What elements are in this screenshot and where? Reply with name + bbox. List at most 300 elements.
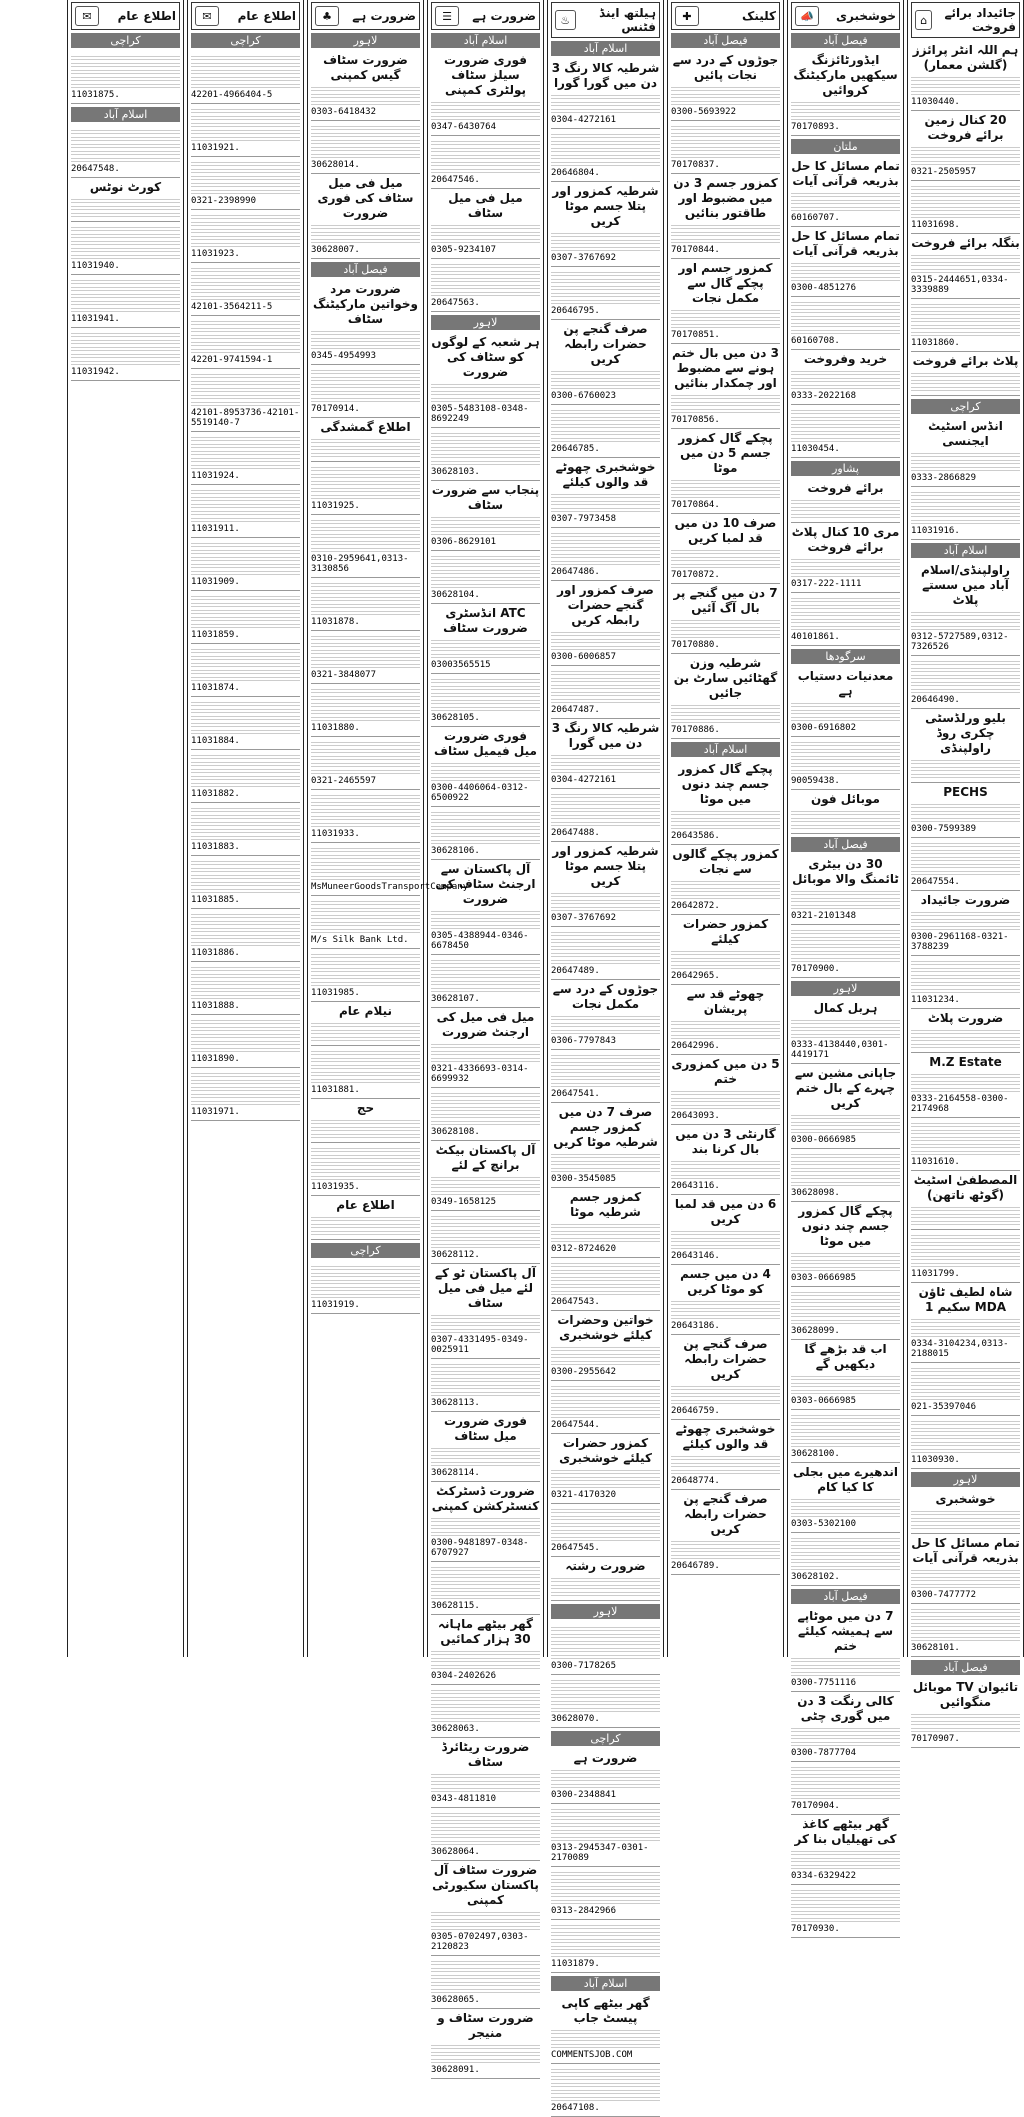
ad-text-line xyxy=(311,1077,420,1083)
ad-contact-code: 11031885. xyxy=(191,895,240,905)
classified-ad xyxy=(71,125,180,178)
ad-text-line xyxy=(311,874,420,880)
ad-text-line xyxy=(791,1441,900,1447)
ad-text-line xyxy=(791,889,900,895)
ad-contact-code: 70170893. xyxy=(791,122,840,132)
ad-title: اطلاع گمشدگی xyxy=(320,420,411,434)
ad-text-line xyxy=(191,541,300,547)
classified-ad xyxy=(911,417,1020,487)
ad-text-line xyxy=(551,369,660,375)
city-banner: فیصل آباد xyxy=(791,33,900,48)
ad-contact-code: 60160708. xyxy=(791,336,840,346)
ad-text-line xyxy=(551,1870,660,1876)
ad-text-line xyxy=(191,569,300,575)
ad-title: 7 دن میں موٹاپے سے ہمیشہ کیلئے ختم xyxy=(797,1609,894,1653)
ad-body-text xyxy=(191,1018,300,1052)
ad-text-line xyxy=(431,691,540,697)
ad-title: خوشخبری xyxy=(935,1492,996,1506)
ad-title: گھر بیٹھے ماہانہ 30 ہزار کمائیں xyxy=(438,1617,533,1646)
classified-ad xyxy=(791,297,900,350)
classified-ad xyxy=(911,1604,1020,1657)
ad-text-line xyxy=(431,1091,540,1097)
classified-ad xyxy=(191,316,300,369)
ad-text-line xyxy=(791,1504,900,1510)
ad-text-line xyxy=(791,505,900,511)
ad-text-line xyxy=(311,493,420,499)
ad-text-line xyxy=(431,100,540,106)
ad-body-text xyxy=(911,841,1020,875)
ad-text-line xyxy=(551,1807,660,1813)
ad-title: معدنیات دستیاب ہے xyxy=(797,669,894,698)
column-header-title: جائیداد برائے فروخت xyxy=(944,6,1016,34)
ad-text-line xyxy=(551,806,660,812)
ad-body-text xyxy=(431,1214,540,1248)
ad-text-line xyxy=(911,152,1020,158)
ad-contact-code: 70170900. xyxy=(791,964,840,974)
ad-text-line xyxy=(551,408,660,414)
ad-text-line xyxy=(791,205,900,211)
ad-title: ضرورت ریٹائرڈ سٹاف xyxy=(441,1740,530,1769)
city-banner: کراچی xyxy=(191,33,300,48)
ad-text-line xyxy=(911,145,1020,151)
classified-ad xyxy=(791,1762,900,1815)
ad-text-line xyxy=(191,887,300,893)
ad-text-line xyxy=(311,230,420,236)
ad-contact-code: 11031921. xyxy=(191,143,240,153)
ad-text-line xyxy=(431,1695,540,1701)
ad-text-line xyxy=(431,515,540,521)
ad-contact-code: 0300-7178265 xyxy=(551,1661,617,1671)
ad-text-line xyxy=(551,2042,660,2048)
ad-contact-code: 90059438. xyxy=(791,776,840,786)
ad-text-line xyxy=(911,1635,1020,1641)
classified-ad xyxy=(911,956,1020,1009)
ad-title: جوڑوں کے درد سے نجات پائیں xyxy=(672,53,779,82)
ad-contact-code: 0300-4406064-0312-6500922 xyxy=(431,783,529,803)
classified-ad xyxy=(551,1804,660,1867)
classified-ad xyxy=(791,523,900,593)
ad-text-line xyxy=(191,675,300,681)
ad-text-line xyxy=(431,1593,540,1599)
ad-text-line xyxy=(431,972,540,978)
ad-text-line xyxy=(431,923,540,929)
classified-ad xyxy=(911,111,1020,181)
ad-text-line xyxy=(71,345,180,351)
city-banner: کراچی xyxy=(551,1731,660,1746)
ad-text-line xyxy=(311,131,420,137)
ad-text-line xyxy=(551,1289,660,1295)
ad-text-line xyxy=(791,198,900,204)
ad-text-line xyxy=(911,1726,1020,1732)
ad-text-line xyxy=(791,740,900,746)
ad-text-line xyxy=(431,1376,540,1382)
classified-ad xyxy=(191,962,300,1015)
ad-text-line xyxy=(911,511,1020,517)
ad-contact-code: 0307-4331495-0349-0025911 xyxy=(431,1335,529,1355)
ad-text-line xyxy=(911,253,1020,259)
ad-text-line xyxy=(791,624,900,630)
ad-text-line xyxy=(911,980,1020,986)
classified-ad xyxy=(551,320,660,405)
classified-ad xyxy=(311,1002,420,1046)
ad-text-line xyxy=(671,1299,780,1305)
classified-ad xyxy=(911,656,1020,709)
classified-ad xyxy=(671,51,780,121)
ad-contact-code: 20642996. xyxy=(671,1041,720,1051)
ad-body-text xyxy=(551,930,660,964)
ad-contact-code: 20646785. xyxy=(551,444,600,454)
ad-body-text xyxy=(791,1113,900,1133)
ad-text-line xyxy=(791,809,900,815)
ad-text-line xyxy=(311,532,420,538)
ad-text-line xyxy=(311,694,420,700)
ad-body-text xyxy=(671,1539,780,1559)
ad-contact-code: 11031698. xyxy=(911,220,960,230)
ad-contact-code: 30628091. xyxy=(431,2065,480,2075)
ad-text-line xyxy=(551,415,660,421)
ad-text-line xyxy=(791,1656,900,1662)
ad-text-line xyxy=(311,715,420,721)
ad-text-line xyxy=(431,1098,540,1104)
ad-text-line xyxy=(551,1166,660,1172)
ad-contact-code: 0343-4811810 xyxy=(431,1794,497,1804)
ad-text-line xyxy=(671,131,780,137)
ad-body-text xyxy=(191,965,300,999)
ad-text-line xyxy=(791,701,900,707)
classified-ad xyxy=(791,593,900,646)
ad-text-line xyxy=(311,814,420,820)
ad-body-text xyxy=(431,958,540,992)
ad-text-line xyxy=(311,899,420,905)
ad-text-line xyxy=(791,307,900,313)
city-banner: اسلام آباد xyxy=(671,742,780,757)
ad-contact-code: 30628112. xyxy=(431,1250,480,1260)
classified-ad xyxy=(671,344,780,429)
ad-body-text xyxy=(671,1159,780,1179)
ad-body-text xyxy=(551,2067,660,2101)
ad-text-line xyxy=(791,1888,900,1894)
ad-text-line xyxy=(191,502,300,508)
classified-ad xyxy=(71,51,180,104)
ad-text-line xyxy=(911,309,1020,315)
ad-text-line xyxy=(191,972,300,978)
ad-text-line xyxy=(791,408,900,414)
ad-text-line xyxy=(551,760,660,766)
classified-column xyxy=(547,0,664,2113)
ad-title: پچکے گال کمزور جسم 5 دن میں موٹا xyxy=(678,431,773,475)
ad-contact-code: 30628070. xyxy=(551,1714,600,1724)
ad-contact-code: 0345-4954993 xyxy=(311,351,377,361)
ad-text-line xyxy=(431,290,540,296)
ad-text-line xyxy=(191,548,300,554)
ad-body-text xyxy=(431,382,540,402)
ad-text-line xyxy=(191,181,300,187)
ad-contact-code: 11031875. xyxy=(71,90,120,100)
ad-body-text xyxy=(791,1251,900,1271)
column-header xyxy=(431,2,540,30)
ad-text-line xyxy=(551,792,660,798)
ad-body-text xyxy=(191,372,300,406)
city-banner: لاہور xyxy=(911,1472,1020,1487)
ad-body-text xyxy=(191,319,300,353)
ad-text-line xyxy=(431,575,540,581)
ad-body-text xyxy=(911,1121,1020,1155)
ad-text-line xyxy=(911,75,1020,81)
ad-text-line xyxy=(911,1149,1020,1155)
ad-text-line xyxy=(431,452,540,458)
ad-body-text xyxy=(431,1446,540,1466)
ad-title: برائے فروخت xyxy=(807,481,884,495)
ad-body-text xyxy=(911,1419,1020,1453)
classified-ad xyxy=(671,760,780,845)
ad-body-text xyxy=(431,515,540,535)
ad-body-text xyxy=(431,1959,540,1993)
ad-text-line xyxy=(551,552,660,558)
ad-text-line xyxy=(311,368,420,374)
ad-body-text xyxy=(671,548,780,568)
ad-body-text xyxy=(431,638,540,658)
classified-ad xyxy=(911,1490,1020,1534)
ad-text-line xyxy=(311,602,420,608)
classified-ad xyxy=(191,591,300,644)
ad-text-line xyxy=(191,213,300,219)
ad-text-line xyxy=(551,1821,660,1827)
ad-text-line xyxy=(791,1032,900,1038)
classified-ad xyxy=(551,458,660,528)
ad-text-line xyxy=(431,1042,540,1048)
ad-body-text xyxy=(431,1772,540,1792)
ad-title: صرف 10 دن میں قد لمبا کریں xyxy=(674,516,777,545)
ad-text-line xyxy=(431,652,540,658)
ad-body-text xyxy=(551,753,660,773)
ad-text-line xyxy=(191,1085,300,1091)
ad-text-line xyxy=(551,1412,660,1418)
ad-text-line xyxy=(911,330,1020,336)
ad-text-line xyxy=(191,562,300,568)
ad-contact-code: 40101861. xyxy=(791,632,840,642)
ad-text-line xyxy=(911,458,1020,464)
ad-text-line xyxy=(191,287,300,293)
ad-text-line xyxy=(431,1663,540,1669)
ad-text-line xyxy=(671,1026,780,1032)
ad-text-line xyxy=(551,1768,660,1774)
ad-text-line xyxy=(431,638,540,644)
ad-title: شرطیہ کالا رنگ 3 دن میں گورا xyxy=(551,721,660,750)
ad-text-line xyxy=(791,754,900,760)
ad-text-line xyxy=(911,917,1020,923)
ad-text-line xyxy=(311,1271,420,1277)
ad-text-line xyxy=(911,1387,1020,1393)
ad-contact-code: 0333-4138440,0301-4419171 xyxy=(791,1040,889,1060)
ad-text-line xyxy=(311,1118,420,1124)
ad-title: پنجاب سے ضرورت سٹاف xyxy=(431,483,540,512)
ad-text-line xyxy=(431,958,540,964)
ad-text-line xyxy=(191,174,300,180)
city-banner: ملتان xyxy=(791,139,900,154)
ad-body-text xyxy=(551,1678,660,1712)
ad-text-line xyxy=(551,1646,660,1652)
ad-text-line xyxy=(911,1575,1020,1581)
ad-text-line xyxy=(311,479,420,485)
ad-body-text xyxy=(191,753,300,787)
ad-text-line xyxy=(71,352,180,358)
ad-text-line xyxy=(791,512,900,518)
ad-text-line xyxy=(431,389,540,395)
ad-text-line xyxy=(791,956,900,962)
ad-contact-code: 30628101. xyxy=(911,1643,960,1653)
ad-text-line xyxy=(431,1688,540,1694)
ad-text-line xyxy=(911,1426,1020,1432)
ad-body-text xyxy=(71,225,180,259)
ad-text-line xyxy=(431,459,540,465)
ad-text-line xyxy=(191,488,300,494)
classified-ad xyxy=(311,684,420,737)
ad-text-line xyxy=(791,617,900,623)
ad-body-text xyxy=(71,197,180,217)
ad-text-line xyxy=(551,1891,660,1897)
ad-text-line xyxy=(431,1811,540,1817)
ad-title: شرطیہ وزن گھٹائیں سارٹ بن جائیں xyxy=(673,656,778,700)
ad-title: تمام مسائل کا حل بذریعہ قرآنی آیات xyxy=(911,1536,1020,1565)
ad-text-line xyxy=(311,609,420,615)
ad-body-text xyxy=(671,618,780,638)
classified-ad xyxy=(71,222,180,275)
ad-text-line xyxy=(911,191,1020,197)
ad-contact-code: 0300-7877704 xyxy=(791,1748,857,1758)
classified-ad xyxy=(191,369,300,432)
classified-ad xyxy=(191,803,300,856)
ad-contact-code: 11031935. xyxy=(311,1182,360,1192)
ad-body-text xyxy=(551,408,660,442)
ad-text-line xyxy=(71,156,180,162)
ad-contact-code: 11031942. xyxy=(71,367,120,377)
ad-text-line xyxy=(311,1070,420,1076)
ad-text-line xyxy=(551,951,660,957)
ad-contact-code: 11031884. xyxy=(191,736,240,746)
ad-text-line xyxy=(911,1509,1020,1515)
classified-ad xyxy=(791,1149,900,1202)
ad-body-text xyxy=(311,1264,420,1298)
ad-body-text xyxy=(791,498,900,518)
ad-text-line xyxy=(191,234,300,240)
ad-contact-code: 20647545. xyxy=(551,1543,600,1553)
ad-text-line xyxy=(71,128,180,134)
ad-text-line xyxy=(431,269,540,275)
ad-text-line xyxy=(791,1258,900,1264)
classified-ad xyxy=(551,182,660,267)
ad-body-text xyxy=(431,1565,540,1599)
city-banner: اسلام آباد xyxy=(911,543,1020,558)
ad-contact-code: 11031859. xyxy=(191,630,240,640)
ad-body-text xyxy=(191,107,300,141)
ad-contact-code: 0321-3848077 xyxy=(311,670,377,680)
ad-text-line xyxy=(431,276,540,282)
ad-text-line xyxy=(191,1092,300,1098)
ad-title: گارنٹی 3 دن میں بال کرنا بند xyxy=(675,1127,776,1156)
ad-text-line xyxy=(551,2088,660,2094)
ad-contact-code: 70170880. xyxy=(671,640,720,650)
ad-text-line xyxy=(671,893,780,899)
ad-text-line xyxy=(191,668,300,674)
ad-contact-code: 11031911. xyxy=(191,524,240,534)
column-header-title: اطلاع عام xyxy=(117,9,176,23)
ad-text-line xyxy=(431,1565,540,1571)
ad-text-line xyxy=(911,1516,1020,1522)
classified-ad xyxy=(431,674,540,727)
ad-text-line xyxy=(911,1394,1020,1400)
ad-body-text xyxy=(671,478,780,498)
classified-ad xyxy=(551,2064,660,2117)
ad-body-text xyxy=(671,223,780,243)
ad-title: صرف کمزور اور گنجے حضرات رابطہ کریں xyxy=(557,583,654,627)
ad-text-line xyxy=(911,610,1020,616)
ad-text-line xyxy=(431,2043,540,2049)
ad-text-line xyxy=(71,359,180,365)
ad-text-line xyxy=(551,1507,660,1513)
ad-text-line xyxy=(431,979,540,985)
ad-text-line xyxy=(791,1779,900,1785)
ad-body-text xyxy=(911,1233,1020,1267)
ad-body-text xyxy=(671,1229,780,1249)
classified-ad xyxy=(191,750,300,803)
ad-text-line xyxy=(191,509,300,515)
classified-ad xyxy=(671,1335,780,1420)
ad-text-line xyxy=(911,1621,1020,1627)
ad-text-line xyxy=(551,1384,660,1390)
classified-ad xyxy=(71,328,180,381)
ad-body-text xyxy=(791,1656,900,1676)
ad-text-line xyxy=(671,1539,780,1545)
ad-text-line xyxy=(311,853,420,859)
classified-ad xyxy=(311,896,420,949)
ad-text-line xyxy=(911,848,1020,854)
ad-text-line xyxy=(791,1663,900,1669)
ad-text-line xyxy=(911,1614,1020,1620)
classified-ad xyxy=(791,1202,900,1287)
ad-body-text xyxy=(671,308,780,328)
ad-text-line xyxy=(191,834,300,840)
ad-text-line xyxy=(671,1461,780,1467)
ad-body-text xyxy=(911,1607,1020,1641)
ad-body-text xyxy=(911,253,1020,273)
ad-body-text xyxy=(911,802,1020,822)
ad-text-line xyxy=(791,1909,900,1915)
ad-title: آل پاکستان سے ارجنٹ سٹاف کی ضرورت xyxy=(435,862,536,906)
ad-text-line xyxy=(311,662,420,668)
ad-text-line xyxy=(671,710,780,716)
ad-text-line xyxy=(671,1173,780,1179)
ad-text-line xyxy=(551,153,660,159)
ad-text-line xyxy=(431,1656,540,1662)
ad-text-line xyxy=(191,965,300,971)
ad-text-line xyxy=(551,1067,660,1073)
ad-text-line xyxy=(911,1219,1020,1225)
column-header xyxy=(551,2,660,38)
classified-ad xyxy=(671,429,780,514)
ad-body-text xyxy=(551,1625,660,1659)
ad-contact-code: 20647563. xyxy=(431,298,480,308)
ad-text-line xyxy=(671,1089,780,1095)
classified-ad xyxy=(311,631,420,684)
ad-text-line xyxy=(431,831,540,837)
ad-text-line xyxy=(551,132,660,138)
ad-text-line xyxy=(671,1384,780,1390)
ad-contact-code: 0305-4388944-0346-6678450 xyxy=(431,931,529,951)
ad-contact-code: 0303-5302100 xyxy=(791,1519,857,1529)
ad-text-line xyxy=(191,188,300,194)
ad-text-line xyxy=(791,261,900,267)
ad-text-line xyxy=(551,1632,660,1638)
